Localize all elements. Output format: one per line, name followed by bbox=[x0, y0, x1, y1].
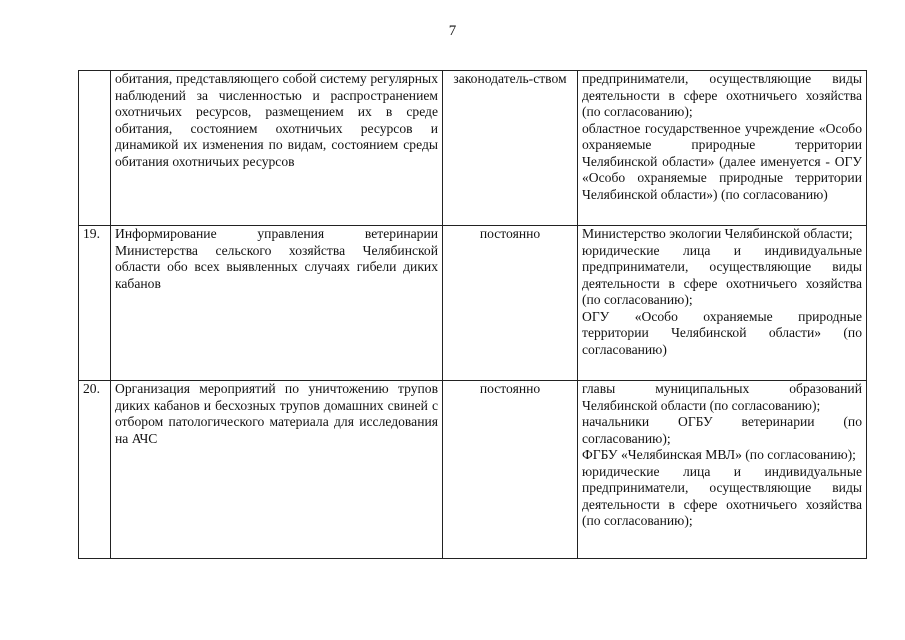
executor-entry: начальники ОГБУ ветеринарии (по согласованию); bbox=[582, 414, 862, 446]
executor-entry: Министерство экологии Челябинской области; bbox=[582, 226, 853, 241]
measure-description-cell: Информирование управления ветеринарии Министерства сельского хозяйства Челябинской области обо всех выявленных случаях гибели диких кабанов bbox=[111, 226, 443, 381]
page-number: 7 bbox=[448, 23, 457, 39]
executor-entry: областное государственное учреждение «Особо охраняемые природные территории Челябинской области» (далее именуется - ОГУ «Особо охраняемые природные территории Челябинской области») (по согласованию) bbox=[582, 120, 862, 202]
row-number-cell: 20. bbox=[79, 381, 111, 559]
executors-cell bbox=[578, 381, 867, 559]
executors-cell bbox=[578, 226, 867, 381]
executors-cell bbox=[578, 71, 867, 226]
executor-entry: юридические лица и индивидуальные предприниматели, осуществляющие виды деятельности в сфере охотничьего хозяйства (по согласованию); bbox=[582, 463, 862, 528]
row-number-cell: 19. bbox=[79, 226, 111, 381]
measure-description-cell: обитания, представляющего собой систему регулярных наблюдений за численностью и распространением охотничьих ресурсов, размещением их в среде обитания, состоянием охотничьих ресурсов и динамикой их изменения по видам, состоянием среды обитания охотничьих ресурсов bbox=[111, 71, 443, 226]
table-row bbox=[79, 381, 867, 559]
executor-entry: предприниматели, осуществляющие виды деятельности в сфере охотничьего хозяйства (по согласованию); bbox=[582, 71, 862, 119]
measures-table bbox=[78, 70, 867, 559]
table-row bbox=[79, 71, 867, 226]
measure-description-cell: Организация мероприятий по уничтожению трупов диких кабанов и бесхозных трупов домашних свиней с отбором патологического материала для исследования на АЧС bbox=[111, 381, 443, 559]
deadline-cell: постоянно bbox=[443, 381, 578, 559]
executor-entry: ОГУ «Особо охраняемые природные территории Челябинской области» (по согласованию) bbox=[582, 308, 862, 357]
deadline-cell: законодатель-ством bbox=[443, 71, 578, 226]
table-row bbox=[79, 226, 867, 381]
executor-entry: ФГБУ «Челябинская МВЛ» (по согласованию); bbox=[582, 447, 856, 462]
row-number-cell bbox=[79, 71, 111, 226]
deadline-cell: постоянно bbox=[443, 226, 578, 381]
executor-entry: главы муниципальных образований Челябинской области (по согласованию); bbox=[582, 381, 862, 413]
executor-entry: юридические лица и индивидуальные предприниматели, осуществляющие виды деятельности в сфере охотничьего хозяйства (по согласованию); bbox=[582, 242, 862, 307]
